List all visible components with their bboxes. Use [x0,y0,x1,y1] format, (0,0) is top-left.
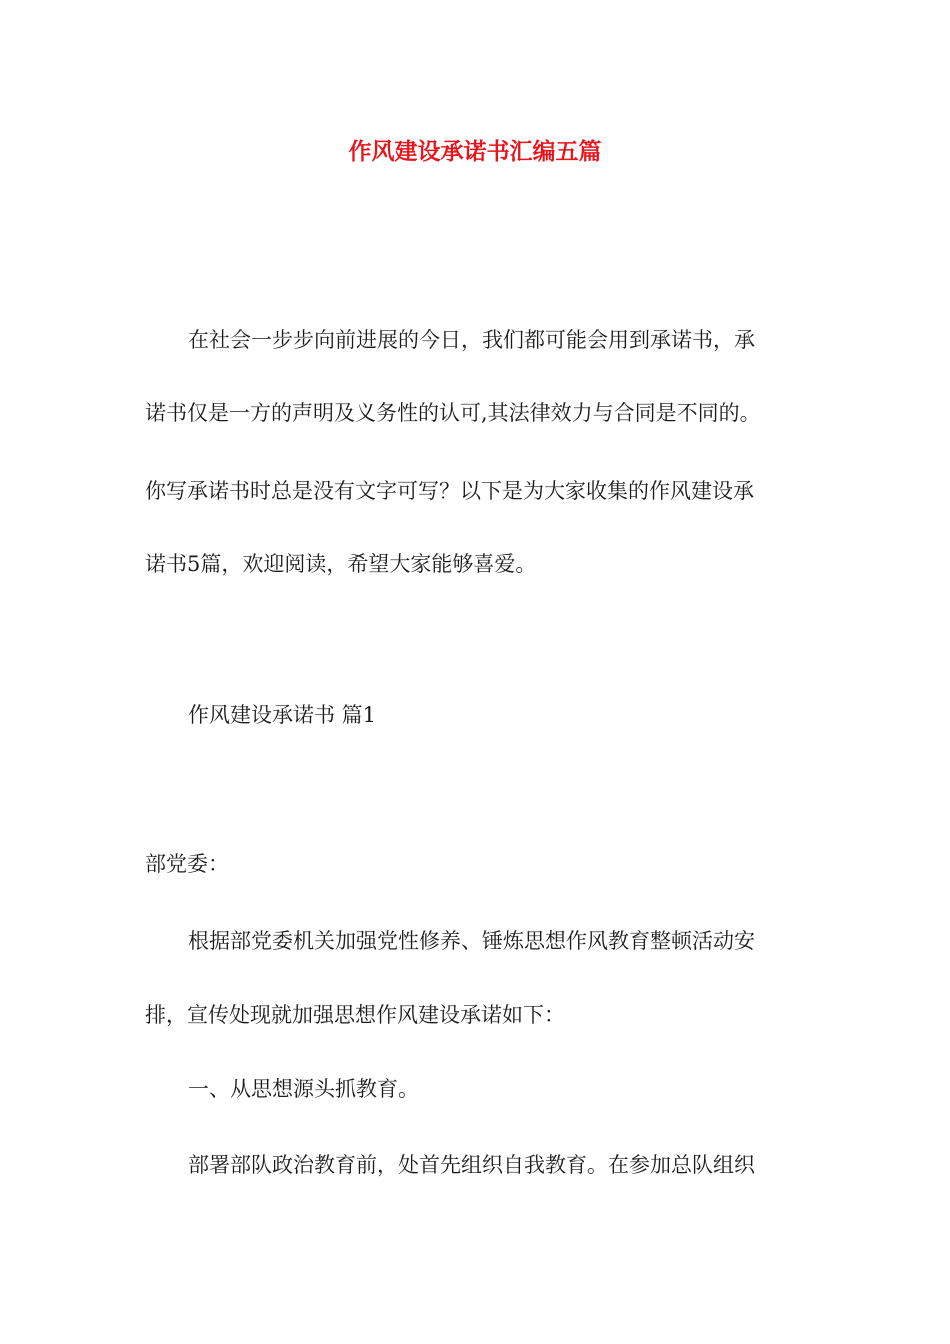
body-line-3: 一、从思想源头抓教育。 [188,1077,419,1101]
intro-line-3: 你写承诺书时总是没有文字可写？以下是为大家收集的作风建设承 [145,479,754,503]
intro-line-4: 诺书5篇，欢迎阅读，希望大家能够喜爱。 [145,552,537,576]
intro-line-1: 在社会一步步向前进展的今日，我们都可能会用到承诺书，承 [188,328,755,352]
body-line-2: 排，宣传处现就加强思想作风建设承诺如下： [145,1003,565,1027]
body-line-1: 根据部党委机关加强党性修养、锤炼思想作风教育整顿活动安 [188,929,755,953]
document-title: 作风建设承诺书汇编五篇 [348,138,602,165]
section-heading: 作风建设承诺书 篇1 [188,703,377,727]
body-line-4: 部署部队政治教育前，处首先组织自我教育。在参加总队组织 [188,1153,755,1177]
salutation: 部党委： [145,852,229,876]
intro-line-2: 诺书仅是一方的声明及义务性的认可,其法律效力与合同是不同的。 [145,401,761,425]
